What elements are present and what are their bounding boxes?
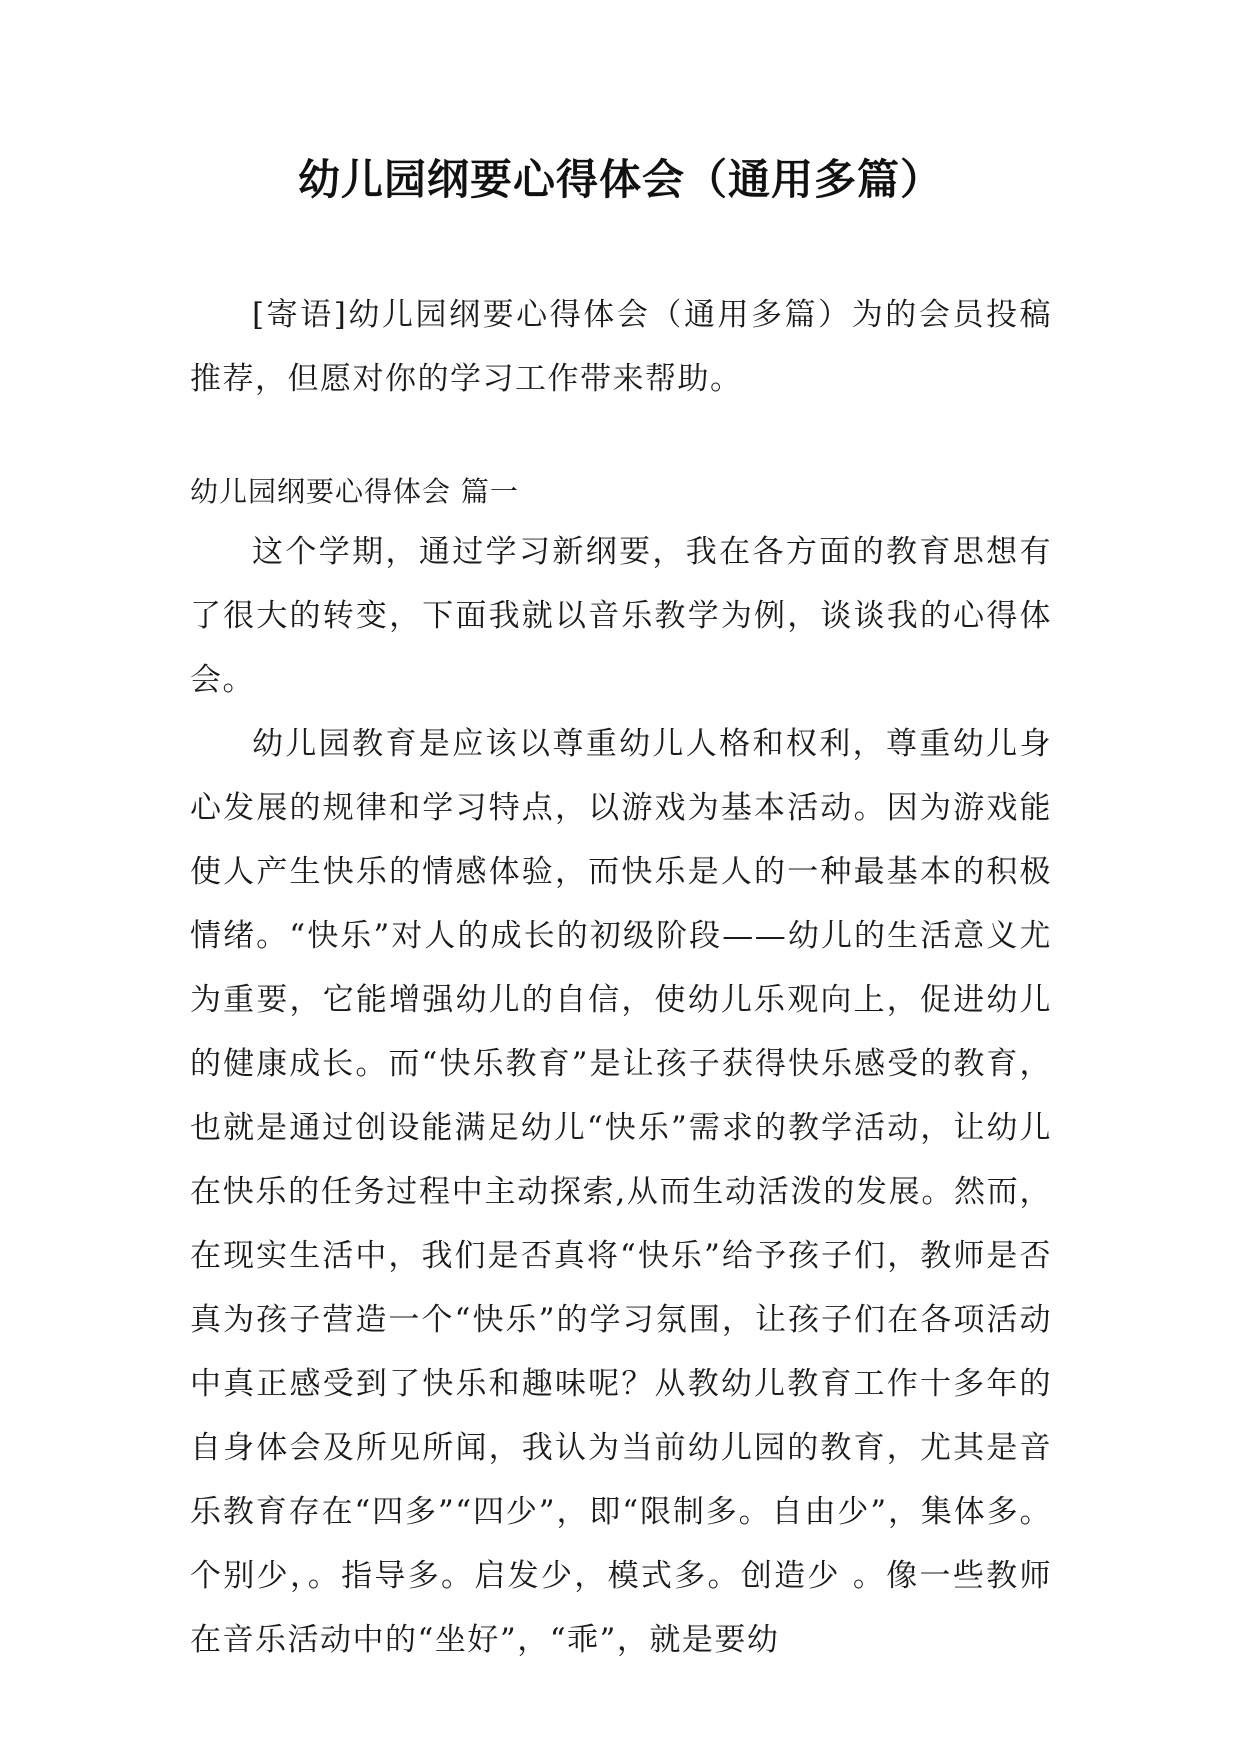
intro-block bbox=[190, 283, 1052, 411]
body-paragraph-1: 这个学期，通过学习新纲要，我在各方面的教育思想有了很大的转变，下面我就以音乐教学为例，谈谈我的心得体会。 bbox=[190, 534, 1052, 698]
body-paragraph-2: 幼儿园教育是应该以尊重幼儿人格和权利，尊重幼儿身心发展的规律和学习特点，以游戏为基本活动。因为游戏能使人产生快乐的情感体验，而快乐是人的一种最基本的积极情绪。“快乐”对人的成长的初级阶段——幼儿的生活意义尤为重要，它能增强幼儿的自信，使幼儿乐观向上，促进幼儿的健康成长。而“快乐教育”是让孩子获得快乐感受的教育，也就是通过创设能满足幼儿“快乐”需求的教学活动，让幼儿在快乐的任务过程中主动探索,从而生动活泼的发展。然而，在现实生活中，我们是否真将“快乐”给予孩子们，教师是否真为孩子营造一个“快乐”的学习氛围，让孩子们在各项活动中真正感受到了快乐和趣味呢？从教幼儿教育工作十多年的自身体会及所见所闻，我认为当前幼儿园的教育，尤其是音乐教育存在“四多”“四少”，即“限制多。自由少”，集体多。个别少，。指导多。启发少，模式多。创造少 。像一些教师在音乐活动中的“坐好”，“乖”，就是要幼 bbox=[190, 726, 1052, 1658]
document-title: 幼儿园纲要心得体会（通用多篇） bbox=[297, 155, 943, 204]
section-body bbox=[190, 520, 1052, 1672]
section-heading: 幼儿园纲要心得体会 篇一 bbox=[190, 475, 519, 508]
intro-paragraph: [寄语]幼儿园纲要心得体会（通用多篇）为的会员投稿推荐，但愿对你的学习工作带来帮助。 bbox=[190, 297, 1052, 397]
